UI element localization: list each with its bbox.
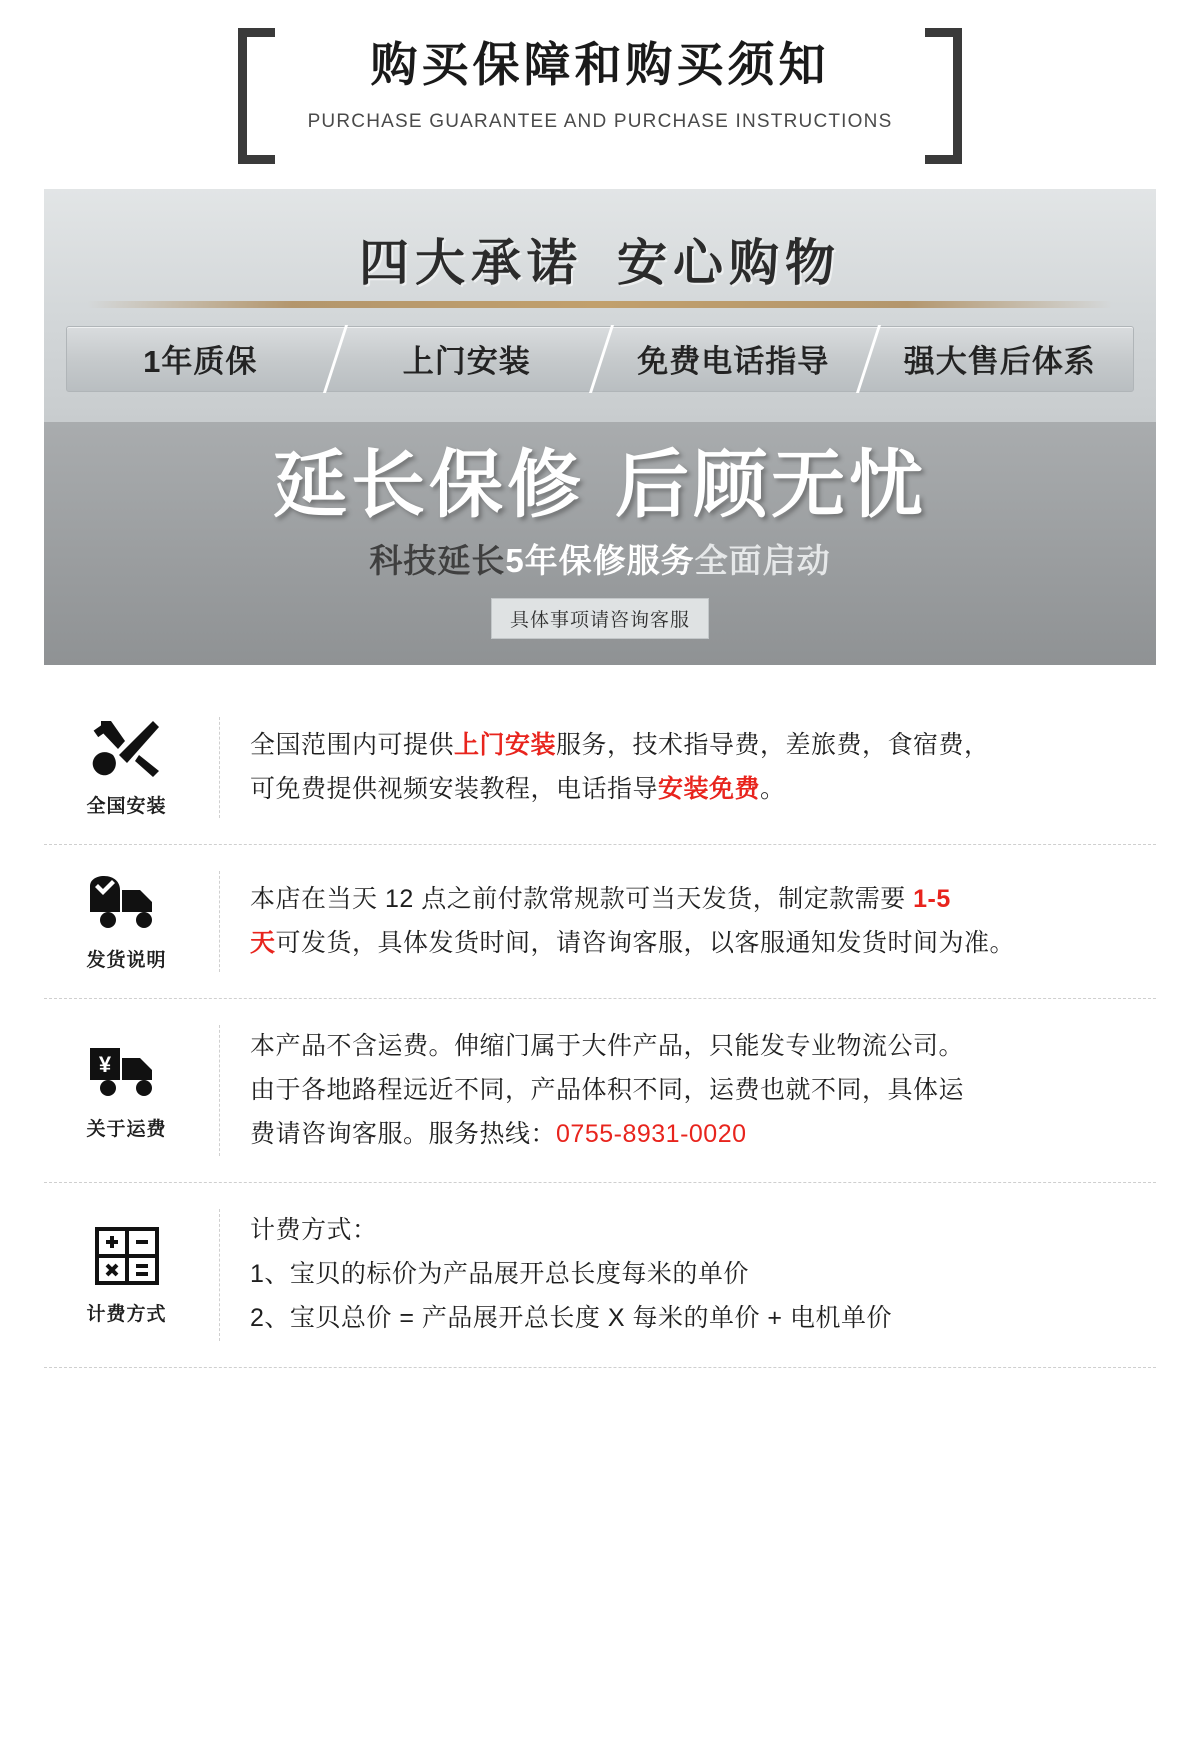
service-hotline: 0755-8931-0020	[556, 1119, 747, 1148]
four-promises-title	[66, 223, 1134, 295]
highlight-text: 上门安装	[454, 730, 557, 759]
guarantee-banner	[44, 189, 1156, 665]
text-column	[220, 717, 1156, 818]
four-promises-title-part-b: 安心购物	[617, 234, 841, 291]
pricing-method-title: 计费方式：	[250, 1216, 378, 1245]
extended-warranty-sub-2: 5年保修服务	[505, 542, 695, 580]
icon-column	[44, 871, 220, 972]
page-subtitle: PURCHASE GUARANTEE AND PURCHASE INSTRUCTIONS	[307, 110, 893, 132]
icon-column	[44, 717, 220, 818]
banner-top-section	[44, 189, 1156, 422]
promise-item: 1年质保	[143, 344, 258, 380]
promise-list	[66, 326, 1134, 392]
icon-column	[44, 1025, 220, 1156]
title-underline-decoration	[87, 301, 1112, 308]
info-line: 2、宝贝总价 = 产品展开总长度 X 每米的单价 + 电机单价	[250, 1303, 892, 1332]
extended-warranty-subtitle	[44, 535, 1156, 582]
extended-warranty-title	[44, 444, 1156, 525]
extended-warranty-sub-1: 科技延长	[369, 542, 506, 580]
info-line: 由于各地路程远近不同，产品体积不同，运费也就不同，具体运	[250, 1075, 965, 1104]
page-header	[0, 0, 1200, 133]
text-column	[220, 871, 1156, 972]
info-section	[44, 695, 1156, 1368]
extended-warranty-sub-3: 全面启动	[694, 542, 831, 580]
left-bracket-decoration	[238, 28, 275, 164]
icon-label: 关于运费	[86, 1119, 167, 1141]
icon-label: 发货说明	[86, 950, 167, 972]
info-row-pricing	[44, 1182, 1156, 1367]
header-inner	[238, 26, 963, 133]
info-row-installation	[44, 695, 1156, 844]
extended-warranty-note: 具体事项请咨询客服	[491, 598, 709, 639]
promise-item: 免费电话指导	[600, 327, 867, 391]
info-row-shipping	[44, 844, 1156, 998]
banner-bottom-section	[44, 422, 1156, 665]
right-bracket-decoration	[925, 28, 962, 164]
info-line: 本店在当天 12 点之前付款常规款可当天发货，制定款需要 1-5	[250, 884, 951, 913]
svg-text:¥: ¥	[98, 1052, 111, 1078]
info-line: 天可发货，具体发货时间，请咨询客服，以客服通知发货时间为准。	[250, 928, 1016, 957]
highlight-text: 1-5	[913, 884, 951, 913]
icon-label: 计费方式	[86, 1303, 167, 1325]
info-line: 1、宝贝的标价为产品展开总长度每米的单价	[250, 1260, 749, 1289]
text-column	[220, 1209, 1156, 1340]
promise-item: 强大售后体系	[867, 327, 1134, 391]
delivery-truck-icon	[88, 871, 166, 933]
text-column	[220, 1025, 1156, 1156]
extended-warranty-title-part-a: 延长保修	[273, 442, 585, 526]
icon-column	[44, 1209, 220, 1340]
info-line: 全国范围内可提供上门安装服务，技术指导费，差旅费，食宿费，	[250, 730, 990, 759]
info-line: 本产品不含运费。伸缩门属于大件产品，只能发专业物流公司。	[250, 1032, 965, 1061]
info-line: 费请咨询客服。服务热线：0755-8931-0020	[250, 1119, 747, 1148]
info-line: 可免费提供视频安装教程，电话指导安装免费。	[250, 774, 786, 803]
extended-warranty-title-part-b: 后顾无忧	[615, 442, 927, 526]
calculator-icon	[94, 1225, 160, 1287]
four-promises-title-part-a: 四大承诺	[359, 234, 583, 291]
highlight-text: 安装免费	[658, 774, 761, 803]
wrench-screwdriver-icon	[91, 717, 163, 779]
highlight-text: 天	[250, 928, 276, 957]
icon-label: 全国安装	[86, 796, 167, 818]
promise-item: 上门安装	[334, 327, 601, 391]
page-title: 购买保障和购买须知	[370, 38, 830, 91]
info-row-freight	[44, 998, 1156, 1182]
freight-cost-truck-icon	[88, 1040, 166, 1102]
